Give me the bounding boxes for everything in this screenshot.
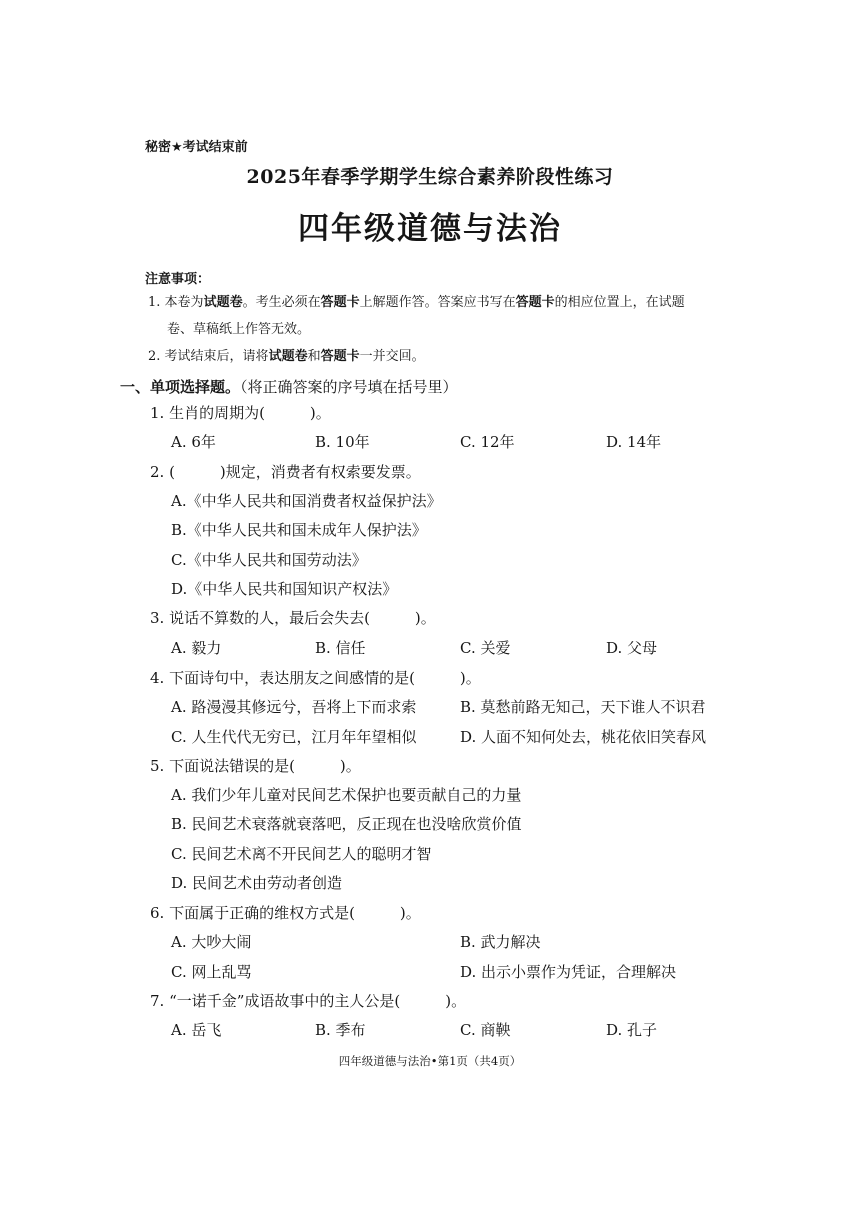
question-2-option-d: D.《中华人民共和国知识产权法》	[171, 580, 398, 598]
notice-item-1-continued: 卷、草稿纸上作答无效。	[167, 322, 311, 337]
question-4-option-c: C. 人生代代无穷已，江月年年望相似	[171, 728, 417, 746]
question-7-option-a: A. 岳飞	[171, 1021, 222, 1039]
question-1-option-d: D. 14年	[606, 433, 662, 451]
section-instruction: （将正确答案的序号填在括号里）	[240, 378, 458, 396]
question-1-option-c: C. 12年	[460, 433, 515, 451]
question-5-option-b: B. 民间艺术衰落就衰落吧，反正现在也没啥欣赏价值	[171, 815, 522, 833]
notice-item-number: 2.	[148, 349, 161, 364]
question-7-option-c: C. 商鞅	[460, 1021, 511, 1039]
question-1-option-a: A. 6年	[171, 433, 216, 451]
question-6-option-a: A. 大吵大闹	[171, 933, 252, 951]
question-2-option-b: B.《中华人民共和国未成年人保护法》	[171, 521, 427, 539]
notice-item-number: 1.	[148, 295, 161, 310]
question-6-option-c: C. 网上乱骂	[171, 963, 252, 981]
exam-subtitle: 2025年春季学期学生综合素养阶段性练习	[246, 166, 614, 188]
question-5-stem: 5. 下面说法错误的是( )。	[150, 757, 361, 775]
question-3-option-c: C. 关爱	[460, 639, 511, 657]
question-6-option-d: D. 出示小票作为凭证，合理解决	[460, 963, 677, 981]
question-3-option-a: A. 毅力	[171, 639, 222, 657]
section-heading	[120, 376, 458, 397]
question-4-option-d: D. 人面不知何处去，桃花依旧笑春风	[460, 728, 707, 746]
question-2-option-c: C.《中华人民共和国劳动法》	[171, 551, 367, 569]
question-7-option-d: D. 孔子	[606, 1021, 658, 1039]
question-7-option-b: B. 季布	[315, 1021, 366, 1039]
section-label: 一、单项选择题。	[120, 378, 241, 396]
notice-heading: 注意事项：	[145, 272, 211, 287]
question-3-option-d: D. 父母	[606, 639, 658, 657]
question-3-option-b: B. 信任	[315, 639, 366, 657]
question-5-option-c: C. 民间艺术离不开民间艺人的聪明才智	[171, 845, 432, 863]
question-1-stem: 1. 生肖的周期为( )。	[150, 404, 331, 422]
page-footer: 四年级道德与法治•第1页（共4页）	[338, 1054, 522, 1068]
question-2-option-a: A.《中华人民共和国消费者权益保护法》	[171, 492, 442, 510]
question-2-stem: 2. ( )规定，消费者有权索要发票。	[150, 463, 421, 481]
question-4-option-b: B. 莫愁前路无知己，天下谁人不识君	[460, 698, 706, 716]
question-5-option-d: D. 民间艺术由劳动者创造	[171, 874, 343, 892]
question-1-option-b: B. 10年	[315, 433, 370, 451]
page-title: 四年级道德与法治	[298, 211, 562, 247]
notice-item-2: 2. 考试结束后，请将试题卷和答题卡一并交回。	[148, 349, 425, 364]
question-3-stem: 3. 说话不算数的人，最后会失去( )。	[150, 609, 436, 627]
question-7-stem: 7. “一诺千金”成语故事中的主人公是( )。	[150, 992, 467, 1010]
notice-item-1: 1. 本卷为试题卷。考生必须在答题卡上解题作答。答案应书写在答题卡的相应位置上，在试题	[148, 295, 685, 310]
question-4-stem: 4. 下面诗句中，表达朋友之间感情的是( )。	[150, 669, 481, 687]
question-4-option-a: A. 路漫漫其修远兮，吾将上下而求索	[171, 698, 417, 716]
question-5-option-a: A. 我们少年儿童对民间艺术保护也要贡献自己的力量	[171, 786, 522, 804]
question-6-option-b: B. 武力解决	[460, 933, 541, 951]
question-6-stem: 6. 下面属于正确的维权方式是( )。	[150, 904, 421, 922]
confidential-label: 秘密★考试结束前	[145, 140, 248, 155]
